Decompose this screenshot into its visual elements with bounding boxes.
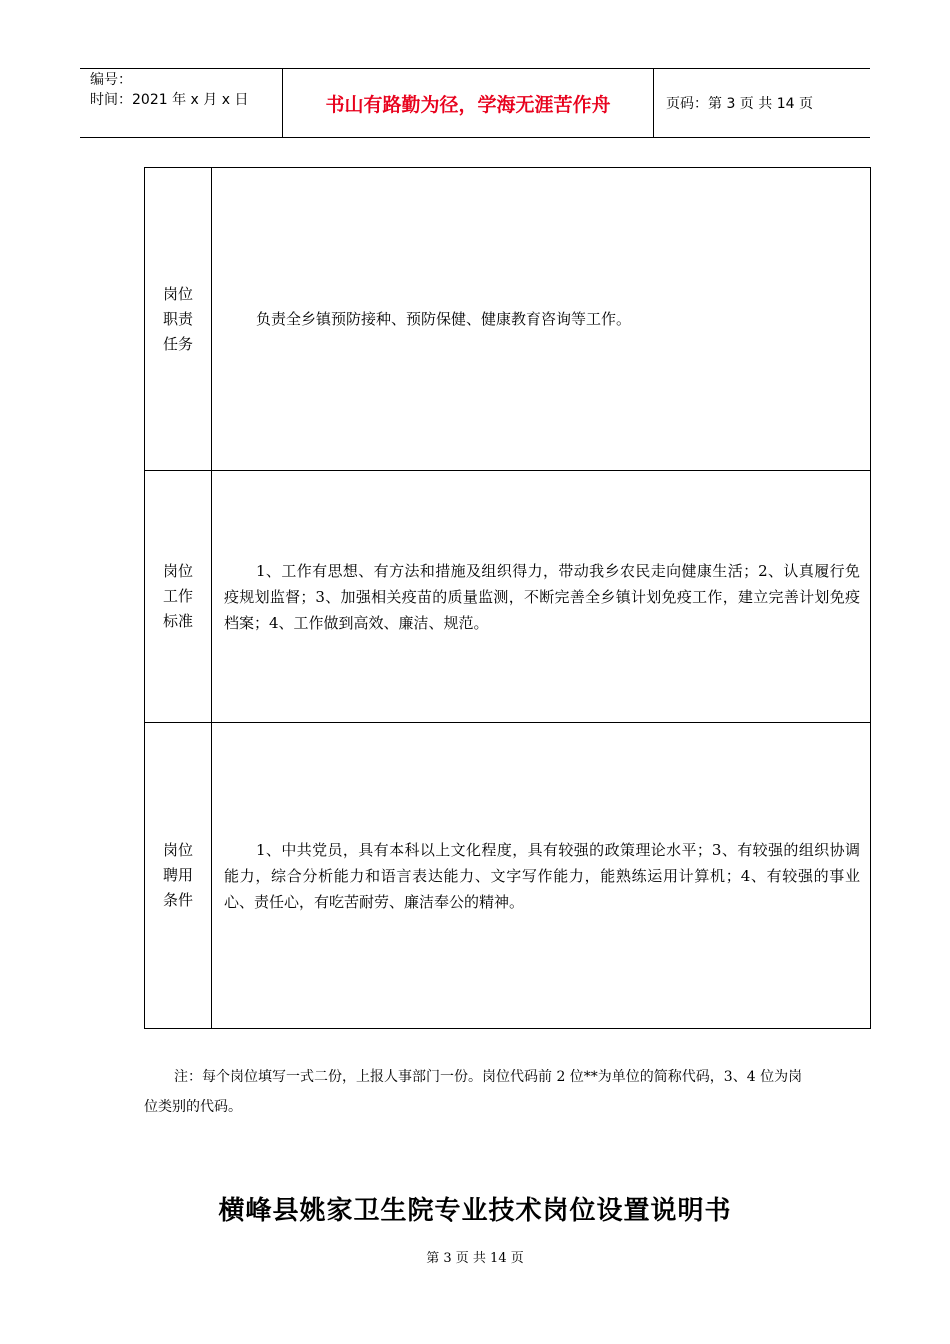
- document-number: 编号：: [90, 72, 132, 88]
- page-header: [80, 68, 870, 138]
- section-title: 横峰县姚家卫生院专业技术岗位设置说明书: [218, 1196, 732, 1226]
- row-label: [145, 168, 212, 470]
- row-label: [145, 723, 212, 1028]
- row-label-line: 岗位: [162, 284, 193, 303]
- row-content: [212, 723, 870, 1028]
- row-label-line: 条件: [162, 891, 193, 909]
- row-label-line: 标准: [162, 612, 193, 630]
- header-page-info: 页码：第 3 页 共 14 页: [666, 96, 813, 112]
- document-time: 时间：2021 年 x 月 x 日: [90, 92, 249, 108]
- header-motto: 书山有路勤为径，学海无涯苦作舟: [283, 69, 654, 137]
- table-row-requirements: [145, 723, 870, 1028]
- table-row-duties: [145, 168, 870, 471]
- row-label-line: 任务: [162, 334, 193, 353]
- row-content: [212, 471, 870, 722]
- row-label-line: 聘用: [162, 866, 193, 884]
- row-label-line: 岗位: [162, 562, 193, 580]
- row-label: [145, 471, 212, 722]
- page-footer: 第 3 页 共 14 页: [426, 1251, 524, 1266]
- row-label-line: 岗位: [162, 841, 193, 859]
- row-content-text: 1、工作有思想、有方法和措施及组织得力，带动我乡农民走向健康生活；2、认真履行免疫规划监督；3、加强相关疫苗的质量监测，不断完善全乡镇计划免疫工作，建立完善计划免疫档案；4、工作做到高效、廉洁、规范。: [224, 561, 860, 632]
- row-content: [212, 168, 870, 470]
- row-content-text: 1、中共党员，具有本科以上文化程度，具有较强的政策理论水平；3、有较强的组织协调能力，综合分析能力和语言表达能力、文字写作能力，能熟练运用计算机；4、有较强的事业心、责任心，有吃苦耐劳、廉洁奉公的精神。: [224, 840, 860, 911]
- footnote: 注：每个岗位填写一式二份，上报人事部门一份。岗位代码前 2 位**为单位的简称代码，3、4 位为岗位类别的代码。: [144, 1069, 803, 1115]
- row-label-line: 职责: [162, 309, 193, 328]
- position-table: [144, 167, 871, 1029]
- row-content-text: 负责全乡镇预防接种、预防保健、健康教育咨询等工作。: [256, 310, 632, 328]
- table-row-standards: [145, 471, 870, 723]
- row-label-line: 工作: [162, 587, 193, 605]
- header-meta: [80, 69, 283, 137]
